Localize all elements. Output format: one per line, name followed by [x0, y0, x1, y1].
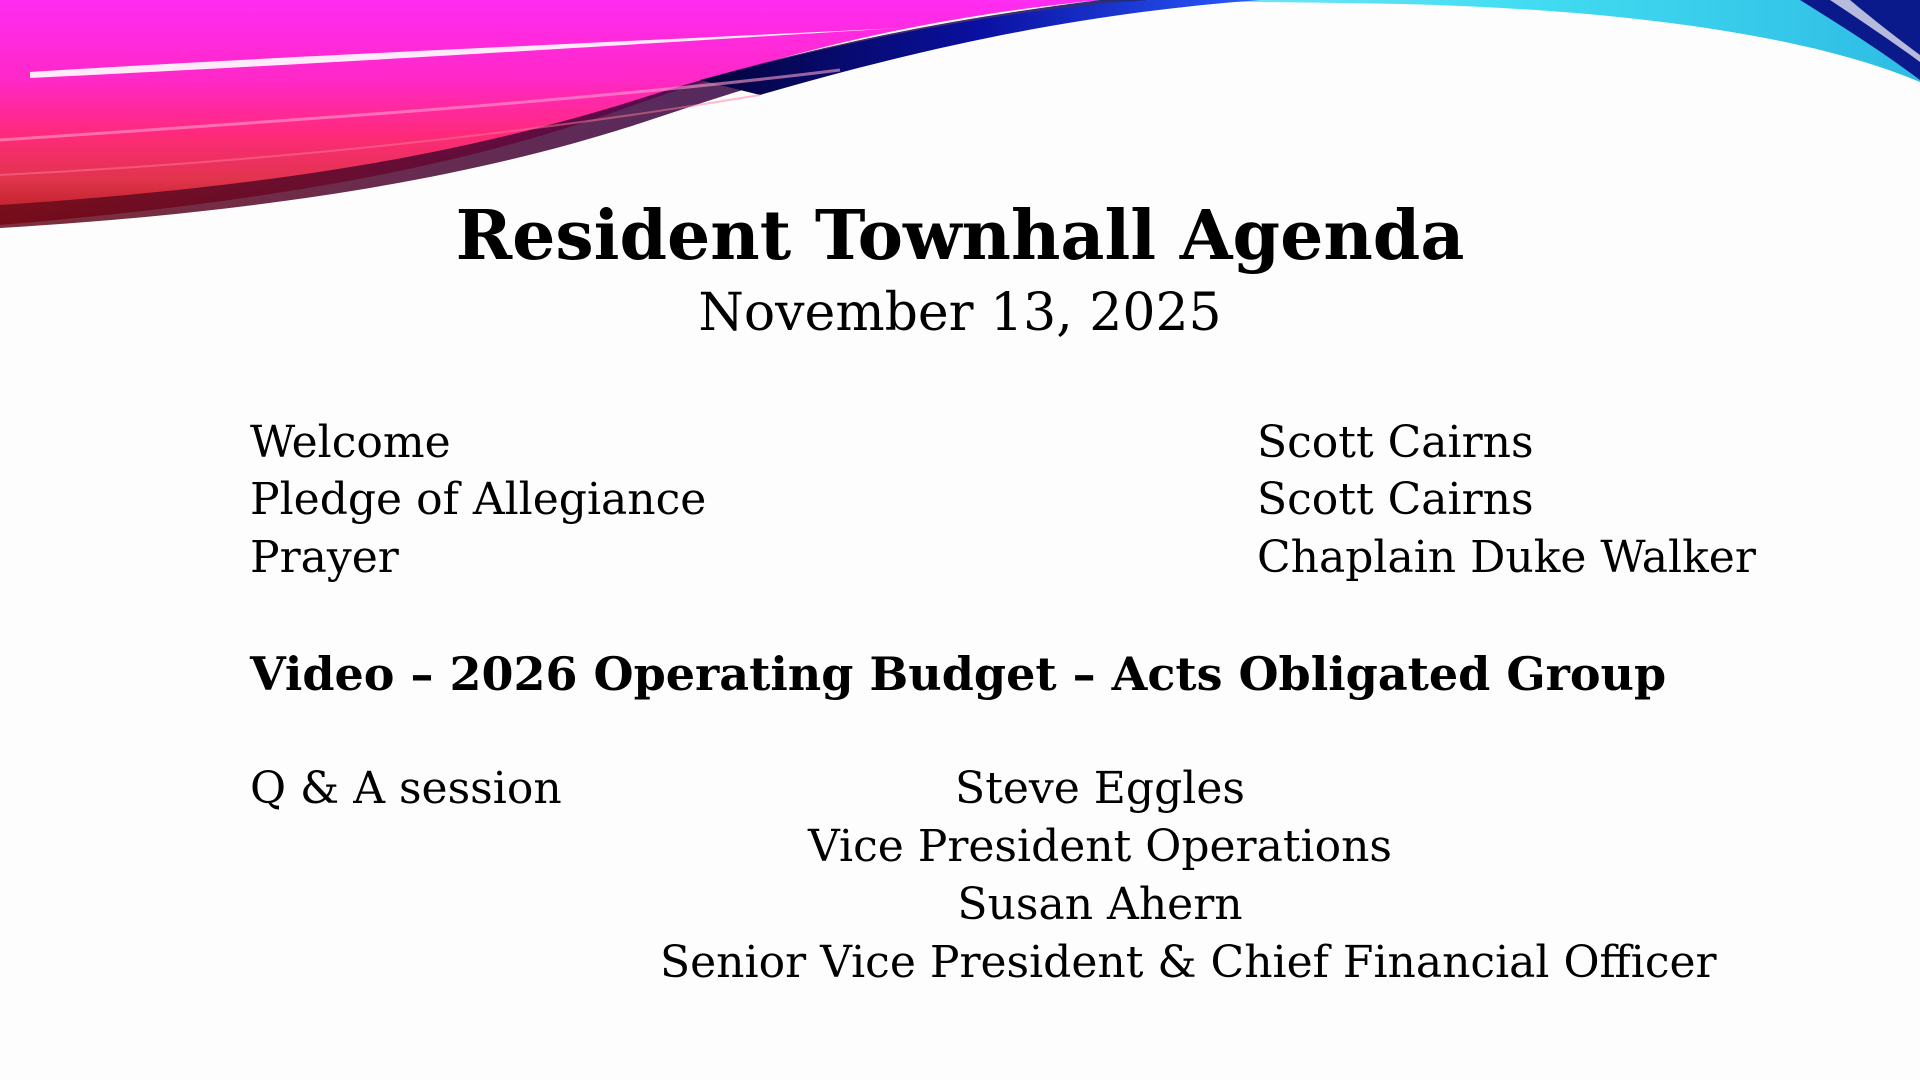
agenda-presenter-prayer: Chaplain Duke Walker: [1257, 532, 1756, 583]
agenda-presenter-welcome: Scott Cairns: [1257, 417, 1534, 468]
qa-presenters: [660, 760, 1717, 992]
qa-presenter-title: Vice President Operations: [808, 821, 1392, 872]
qa-presenter-title: Senior Vice President & Chief Financial Officer: [660, 937, 1717, 988]
agenda-video-item: Video – 2026 Operating Budget – Acts Obligated Group: [250, 647, 1667, 701]
agenda-item-qa: Q & A session: [250, 763, 562, 814]
qa-presenter-name: Susan Ahern: [957, 879, 1243, 930]
slide-date: November 13, 2025: [698, 283, 1222, 343]
agenda-item-welcome: Welcome: [250, 417, 451, 468]
slide-title: Resident Townhall Agenda: [455, 196, 1465, 276]
agenda-item-pledge: Pledge of Allegiance: [250, 474, 707, 525]
agenda-item-prayer: Prayer: [250, 532, 399, 583]
qa-presenter-name: Steve Eggles: [955, 763, 1245, 814]
agenda-presenter-pledge: Scott Cairns: [1257, 474, 1534, 525]
